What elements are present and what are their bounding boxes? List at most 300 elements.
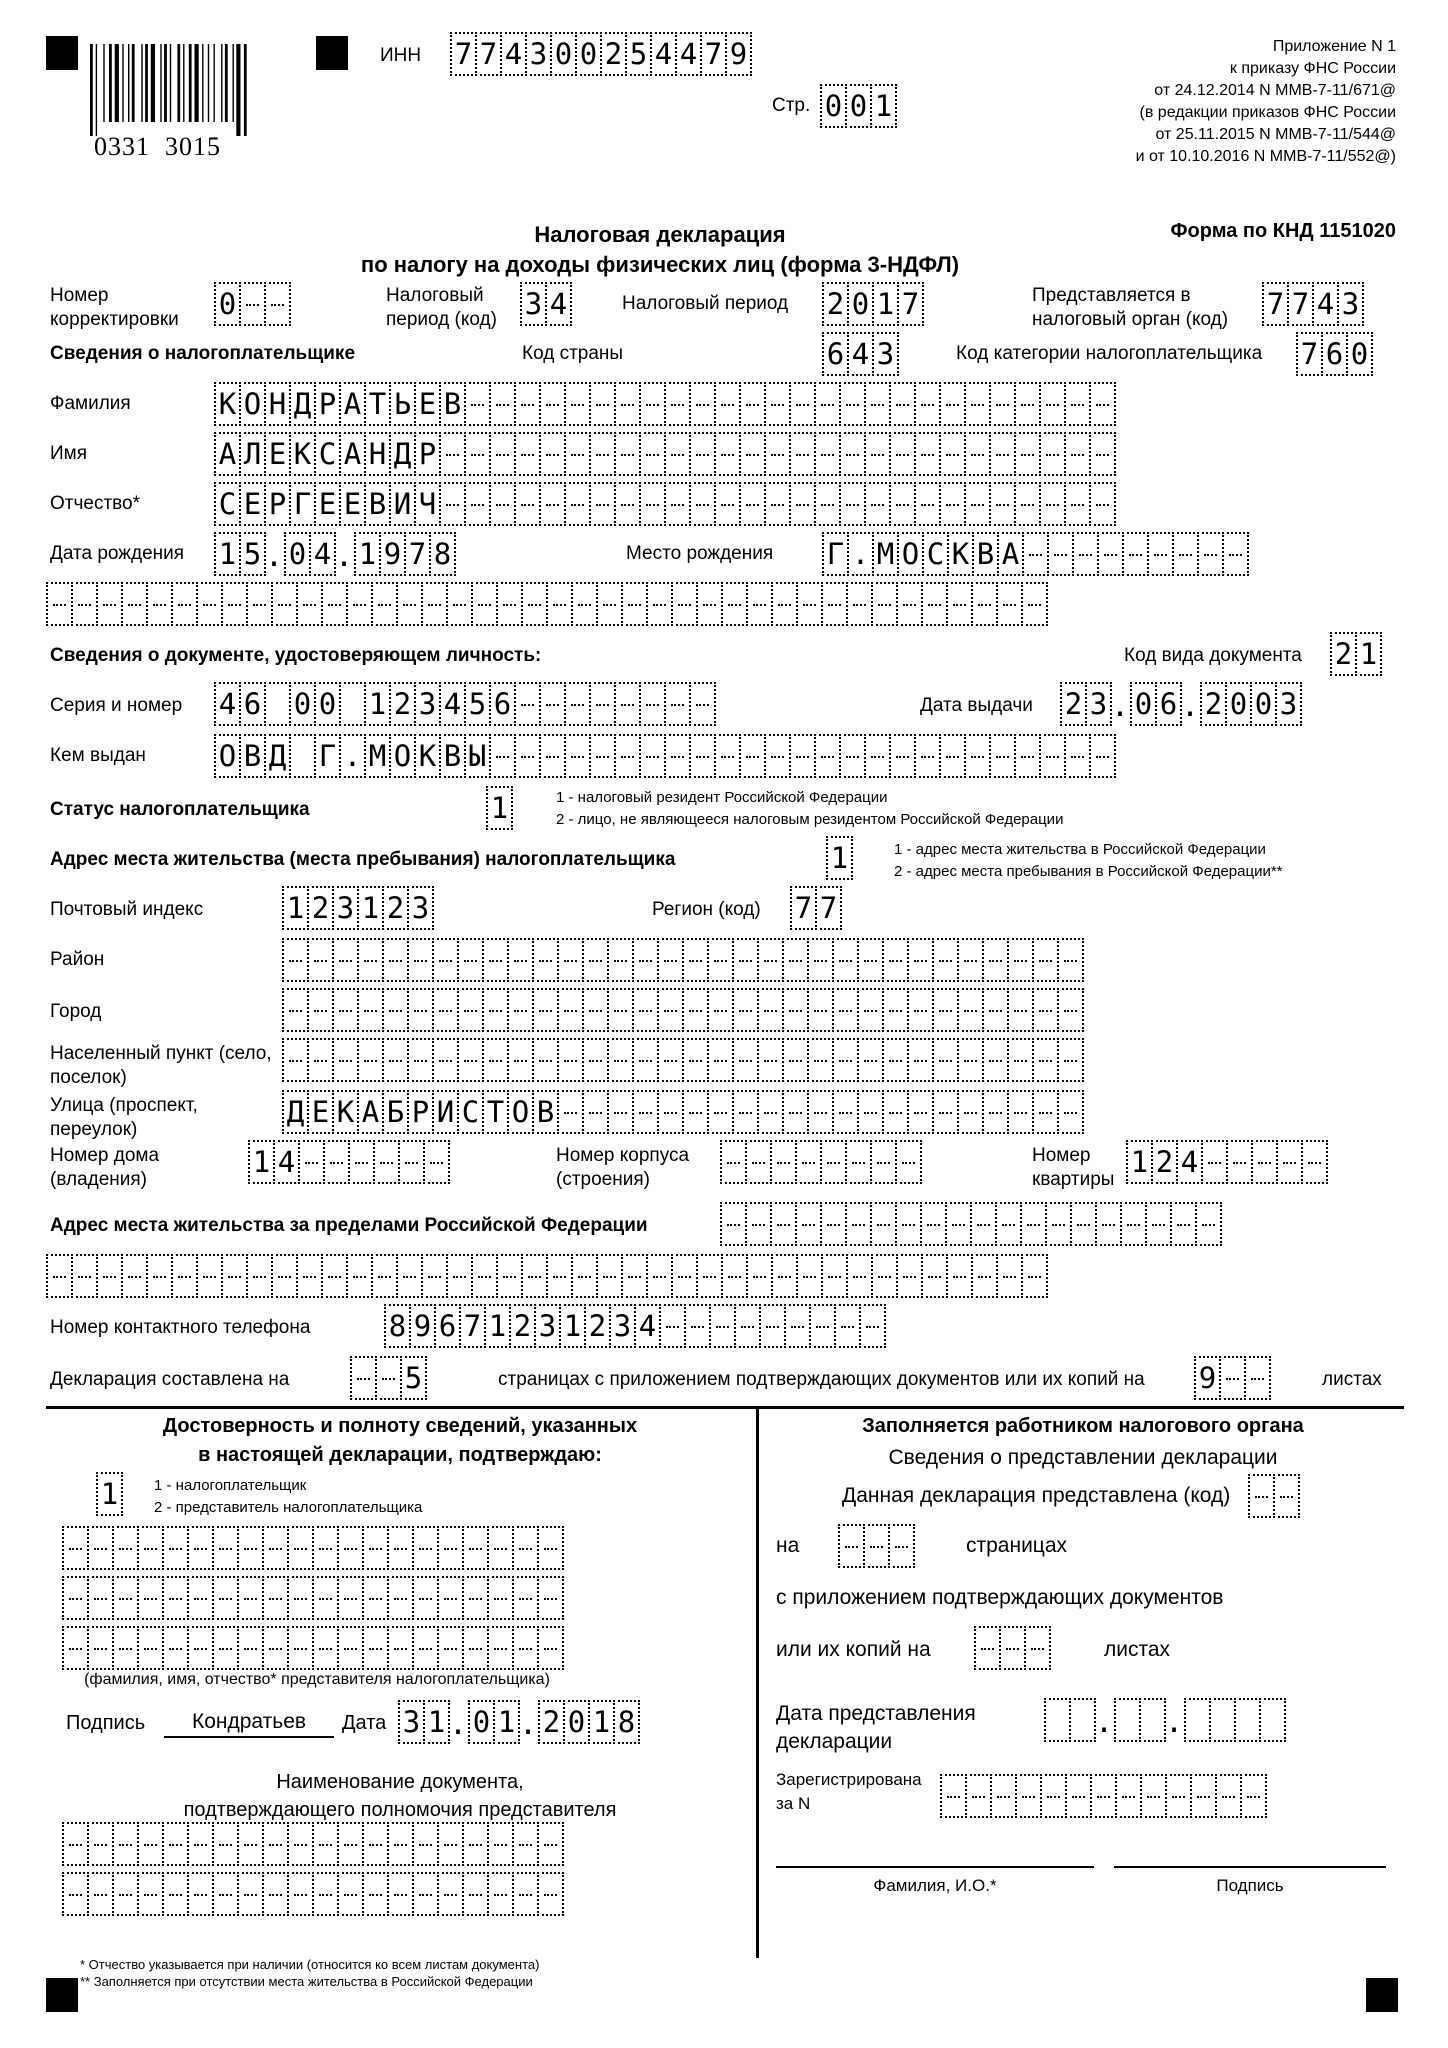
corner-mark-top-left [46,36,78,70]
char-cell: 3 [1275,682,1302,726]
char-cell: К [414,734,441,778]
char-cell: 6 [434,1304,461,1348]
char-cell [964,482,991,526]
char-cell: Ы [464,734,491,778]
issue-date-field[interactable] [1060,682,1300,726]
char-cell: Е [414,382,441,426]
char-cell [407,988,434,1032]
char-cell [137,1872,164,1916]
char-cell: 4 [500,32,527,76]
char-cell: 7 [404,532,431,576]
region-field[interactable] [790,886,840,930]
foreign-address-field[interactable] [720,1202,1220,1246]
char-cell: 2 [1151,1140,1178,1184]
confirm-field[interactable] [96,1472,121,1516]
char-cell [514,482,541,526]
foreign-address-field-line2[interactable] [46,1254,1046,1298]
char-cell [589,682,616,726]
city-field[interactable] [282,988,1082,1032]
char-cell [87,1822,114,1866]
char-cell [784,1304,811,1348]
char-cell [834,1304,861,1348]
char-cell [857,1038,884,1082]
char-cell: 4 [1176,1140,1203,1184]
form-title: Налоговая декларация по налогу на доходы физических лиц (форма 3-НДФЛ) [360,222,960,277]
char-cell [814,734,841,778]
representative-name-line2[interactable] [62,1576,562,1620]
birth-date-field[interactable] [214,532,454,576]
char-cell [589,382,616,426]
char-cell [770,1202,797,1246]
char-cell [332,938,359,982]
char-cell: Ч [414,482,441,526]
char-cell [496,582,523,626]
char-cell [412,1576,439,1620]
representative-name-line1[interactable] [62,1526,562,1570]
char-cell: 4 [1312,282,1339,326]
char-cell [1032,938,1059,982]
char-cell: 1 [423,1700,450,1744]
char-cell [657,1090,684,1134]
char-cell [439,432,466,476]
char-cell [990,1774,1017,1818]
char-cell: Д [264,734,291,778]
char-cell [982,988,1009,1032]
birth-place-field[interactable] [822,532,1247,576]
char-cell: 4 [214,682,241,726]
char-cell: 3 [872,332,899,376]
pages-end-text: листах [1322,1369,1382,1390]
char-cell [432,988,459,1032]
char-cell [614,432,641,476]
char-cell [462,1526,489,1570]
char-cell [1089,734,1116,778]
char-cell [714,382,741,426]
issued-by-field[interactable] [214,734,1114,778]
char-cell [820,1202,847,1246]
char-cell: К [214,382,241,426]
region-label: Регион (код) [652,899,761,920]
char-cell [287,1626,314,1670]
authority-code-field[interactable] [1248,1474,1298,1518]
char-cell [721,1254,748,1298]
tax-period-code-label: Налоговый период (код) [386,285,497,330]
char-cell [1065,1774,1092,1818]
page-label: Стр. [772,95,811,116]
char-cell [632,988,659,1032]
char-cell: 0 [845,84,872,128]
correction-field[interactable] [214,282,289,326]
char-cell [382,1038,409,1082]
category-field[interactable] [1296,332,1371,376]
char-cell [171,582,198,626]
barcode-image [84,44,282,136]
char-cell: 4 [634,1304,661,1348]
char-cell [212,1626,239,1670]
char-cell [864,482,891,526]
char-cell: 0 [563,1700,590,1744]
char-cell: 7 [459,1304,486,1348]
surname-field[interactable] [214,382,1114,426]
char-cell [889,734,916,778]
char-cell [439,482,466,526]
char-cell [589,482,616,526]
char-cell [487,1576,514,1620]
issued-by-label: Кем выдан [50,745,146,766]
char-cell [1222,532,1249,576]
char-cell [171,1254,198,1298]
char-cell [437,1822,464,1866]
char-cell [684,1304,711,1348]
char-cell: 7 [897,282,924,326]
char-cell [820,1140,847,1184]
char-cell [1095,1202,1122,1246]
char-cell [746,1254,773,1298]
char-cell [532,1038,559,1082]
status-option-1: 1 - налоговый резидент Российской Федерации [556,789,888,806]
char-cell: 3 [398,1700,425,1744]
char-cell [720,1202,747,1246]
char-cell [1115,1774,1142,1818]
char-cell [296,582,323,626]
char-cell [839,432,866,476]
char-cell [437,1526,464,1570]
authority-doc-title: Наименование документа, подтверждающего полномочия представителя [183,1771,617,1821]
char-cell: Ь [389,382,416,426]
apartment-field[interactable] [1126,1140,1326,1184]
char-cell [789,382,816,426]
char-cell [914,482,941,526]
char-cell: Б [382,1090,409,1134]
char-cell [412,1526,439,1570]
building-field[interactable] [720,1140,920,1184]
char-cell [632,1090,659,1134]
char-cell [350,1356,377,1400]
char-cell [914,382,941,426]
char-cell [807,1038,834,1082]
category-label: Код категории налогоплательщика [956,343,1263,364]
char-cell: В [532,1090,559,1134]
address-type-field[interactable] [826,836,851,880]
tax-period-field[interactable] [822,282,922,326]
char-cell [739,482,766,526]
char-cell [337,1626,364,1670]
page-field[interactable] [820,84,895,128]
char-cell: К [332,1090,359,1134]
char-cell [1007,988,1034,1032]
char-cell: Р [314,382,341,426]
char-cell: 2 [538,1700,565,1744]
char-cell [87,1872,114,1916]
locality-label: Населенный пункт (село, поселок) [50,1043,272,1088]
char-cell: 1 [559,1304,586,1348]
char-cell [137,1822,164,1866]
char-cell [1089,382,1116,426]
representative-name-line3[interactable] [62,1626,562,1670]
sign-date-field[interactable] [398,1700,638,1744]
char-cell [87,1526,114,1570]
char-cell [832,1090,859,1134]
char-cell [362,1872,389,1916]
char-cell: 1 [486,786,513,830]
char-cell: А [357,1090,384,1134]
char-cell [162,1822,189,1866]
footnote-2: ** Заполняется при отсутствии места жительства в Российской Федерации [80,1974,533,1989]
corner-mark-bottom-right [1366,1978,1398,2012]
char-cell [857,1090,884,1134]
char-cell [407,938,434,982]
authority-doc-line2[interactable] [62,1872,562,1916]
char-cell [1240,1774,1267,1818]
char-cell [237,1872,264,1916]
char-cell [764,432,791,476]
char-cell [514,734,541,778]
char-cell [621,582,648,626]
char-cell [1022,532,1049,576]
char-cell [639,432,666,476]
char-cell [512,1872,539,1916]
char-cell: 0 [468,1700,495,1744]
char-cell [939,734,966,778]
authority-reg-field[interactable] [940,1774,1265,1818]
char-cell: 0 [214,282,241,326]
char-cell [187,1626,214,1670]
char-cell: 7 [1296,332,1323,376]
house-label: Номер дома (владения) [50,1145,160,1190]
authority-date-field[interactable] [1044,1698,1284,1742]
birth-place-field-line2[interactable] [46,582,1046,626]
char-cell: 0 [1346,332,1373,376]
char-cell [946,1254,973,1298]
char-cell [771,1254,798,1298]
char-cell [1039,734,1066,778]
char-cell [337,1872,364,1916]
char-cell [87,1576,114,1620]
district-field[interactable] [282,938,1082,982]
char-cell [895,1202,922,1246]
char-cell [96,582,123,626]
char-cell [789,482,816,526]
postal-code-field[interactable] [282,886,432,930]
phone-field[interactable] [384,1304,884,1348]
char-cell [1064,432,1091,476]
char-cell [582,1090,609,1134]
char-cell [539,682,566,726]
series-number-field[interactable] [214,682,714,726]
status-field[interactable] [486,786,511,830]
char-cell [382,988,409,1032]
char-cell [789,432,816,476]
char-cell [1301,1140,1328,1184]
char-cell [1064,482,1091,526]
char-cell [895,1140,922,1184]
char-cell [362,1526,389,1570]
char-cell [457,938,484,982]
char-cell [539,382,566,426]
char-cell [639,382,666,426]
char-cell: О [214,734,241,778]
birth-date-label: Дата рождения [50,543,185,564]
char-cell: Д [389,432,416,476]
char-cell [646,1254,673,1298]
house-field[interactable] [248,1140,448,1184]
char-cell [312,1822,339,1866]
char-cell [332,1038,359,1082]
char-cell [387,1872,414,1916]
char-cell [239,282,266,326]
inn-field[interactable] [450,32,750,76]
char-cell [965,1774,992,1818]
char-cell: Т [482,1090,509,1134]
authority-doc-line1[interactable] [62,1822,562,1866]
char-cell [714,482,741,526]
authority-pages-field[interactable] [838,1524,913,1568]
char-cell [789,734,816,778]
char-cell [720,1140,747,1184]
char-cell [237,1526,264,1570]
pages-field[interactable] [350,1356,425,1400]
date-separator: . [1164,1705,1184,1740]
authority-on-label: на [776,1534,800,1557]
char-cell [982,938,1009,982]
char-cell [671,582,698,626]
char-cell [689,432,716,476]
char-cell [187,1822,214,1866]
char-cell [287,1576,314,1620]
char-cell [939,432,966,476]
char-cell: И [432,1090,459,1134]
char-cell [162,1526,189,1570]
char-cell [1259,1698,1286,1742]
char-cell [770,1140,797,1184]
tax-period-code-field[interactable] [520,282,570,326]
char-cell: 4 [439,682,466,726]
char-cell [1165,1774,1192,1818]
char-cell: 5 [625,32,652,76]
char-cell [821,582,848,626]
patronymic-field[interactable] [214,482,1114,526]
char-cell [682,988,709,1032]
char-cell [312,1576,339,1620]
char-cell: Д [282,1090,309,1134]
char-cell [782,1090,809,1134]
street-field[interactable] [282,1090,1082,1134]
char-cell [212,1526,239,1570]
char-cell [882,988,909,1032]
char-cell: 3 [414,682,441,726]
char-cell [446,582,473,626]
char-cell: В [364,482,391,526]
authority-sheets-label: листах [1104,1638,1171,1661]
char-cell: Е [264,432,291,476]
char-cell [112,1822,139,1866]
barcode [84,44,282,161]
char-cell: 0 [1225,682,1252,726]
char-cell: К [947,532,974,576]
char-cell [1145,1202,1172,1246]
char-cell [162,1626,189,1670]
char-cell: 2 [1060,682,1087,726]
char-cell: Р [414,432,441,476]
char-cell [312,1526,339,1570]
char-cell [1014,382,1041,426]
char-cell [1215,1774,1242,1818]
taxpayer-section-title: Сведения о налогоплательщике [50,343,356,364]
char-cell [832,988,859,1032]
char-cell: Н [264,382,291,426]
pages-middle-text: страницах с приложением подтверждающих документов или их копий на [498,1369,1145,1390]
char-cell [312,1872,339,1916]
char-cell [957,938,984,982]
char-cell [882,1038,909,1082]
char-cell: 3 [609,1304,636,1348]
sign-date-label: Дата [342,1712,387,1734]
char-cell [357,1038,384,1082]
tax-authority-field[interactable] [1262,282,1362,326]
char-cell: 1 [214,532,241,576]
attach-sheets-field[interactable] [1194,1356,1269,1400]
char-cell [1276,1140,1303,1184]
char-cell [1045,1202,1072,1246]
char-cell [814,482,841,526]
char-cell [707,988,734,1032]
char-cell [571,1254,598,1298]
char-cell [696,582,723,626]
char-cell [237,1576,264,1620]
char-cell [632,1038,659,1082]
char-cell [882,938,909,982]
char-cell [714,432,741,476]
char-cell [462,1872,489,1916]
country-field[interactable] [822,332,897,376]
char-cell: 3 [1085,682,1112,726]
char-cell [487,1822,514,1866]
char-cell: 1 [354,532,381,576]
char-cell [546,582,573,626]
doc-type-field[interactable] [1330,632,1380,676]
issue-date-label: Дата выдачи [920,695,1033,716]
char-cell [146,1254,173,1298]
char-cell [348,1140,375,1184]
authority-sheets-field[interactable] [974,1626,1049,1670]
locality-field[interactable] [282,1038,1082,1082]
authority-copies-label: или их копий на [776,1638,931,1661]
char-cell: 9 [379,532,406,576]
char-cell [1122,532,1149,576]
char-cell [421,582,448,626]
char-cell [871,582,898,626]
char-cell [282,1038,309,1082]
phone-label: Номер контактного телефона [50,1317,311,1338]
char-cell [689,734,716,778]
char-cell [596,1254,623,1298]
char-cell [796,582,823,626]
name-field[interactable] [214,432,1114,476]
char-cell [514,682,541,726]
char-cell [162,1872,189,1916]
char-cell [421,1254,448,1298]
char-cell [196,1254,223,1298]
char-cell: 1 [248,1140,275,1184]
char-cell [1007,938,1034,982]
char-cell [682,1038,709,1082]
char-cell [487,1626,514,1670]
char-cell [112,1576,139,1620]
char-cell [264,682,291,726]
char-cell [596,582,623,626]
char-cell [845,1202,872,1246]
char-cell: 1 [282,886,309,930]
